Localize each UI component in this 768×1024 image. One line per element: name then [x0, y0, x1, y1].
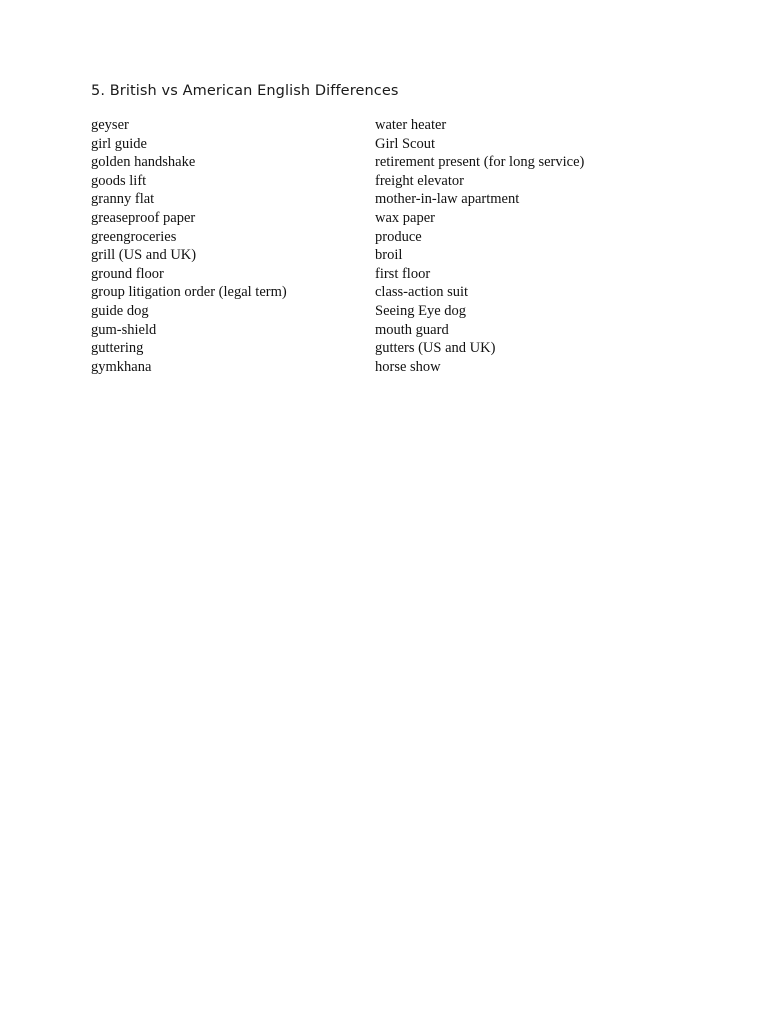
american-term: Girl Scout — [375, 135, 436, 152]
british-term: greengroceries — [91, 228, 177, 245]
american-term: produce — [375, 228, 422, 245]
british-term: girl guide — [91, 135, 147, 152]
table-row — [91, 190, 691, 209]
british-term: geyser — [91, 117, 129, 133]
american-term: water heater — [375, 117, 447, 133]
american-term: retirement present (for long service) — [375, 154, 585, 171]
american-term: Seeing Eye dog — [375, 302, 467, 319]
american-term: mouth guard — [375, 321, 449, 338]
table-row — [91, 246, 691, 265]
american-term: first floor — [375, 265, 431, 282]
american-term: wax paper — [375, 209, 435, 226]
british-term: guttering — [91, 340, 144, 357]
table-row — [91, 358, 691, 377]
british-term: golden handshake — [91, 154, 196, 171]
american-term: horse show — [375, 358, 441, 375]
table-row — [91, 339, 691, 358]
british-term: guide dog — [91, 302, 149, 319]
american-term: broil — [375, 247, 403, 264]
british-term: gum-shield — [91, 321, 157, 338]
british-term: granny flat — [91, 191, 155, 208]
term-comparison-table — [91, 116, 691, 376]
british-term: greaseproof paper — [91, 209, 196, 226]
table-row — [91, 283, 691, 302]
british-term: group litigation order (legal term) — [91, 284, 287, 301]
table-row — [91, 172, 691, 191]
american-term: class-action suit — [375, 284, 469, 301]
american-term: gutters (US and UK) — [375, 340, 496, 357]
table-row — [91, 265, 691, 284]
british-term: ground floor — [91, 265, 164, 282]
american-term: freight elevator — [375, 172, 464, 189]
table-row — [91, 228, 691, 247]
british-term: grill (US and UK) — [91, 247, 197, 264]
section-heading: 5. British vs American English Differences — [91, 83, 399, 99]
table-row — [91, 209, 691, 228]
american-term: mother-in-law apartment — [375, 191, 520, 208]
table-row — [91, 302, 691, 321]
table-row — [91, 116, 691, 135]
table-row — [91, 321, 691, 340]
british-term: gymkhana — [91, 358, 152, 375]
table-row — [91, 135, 691, 154]
british-term: goods lift — [91, 172, 147, 189]
table-row — [91, 153, 691, 172]
